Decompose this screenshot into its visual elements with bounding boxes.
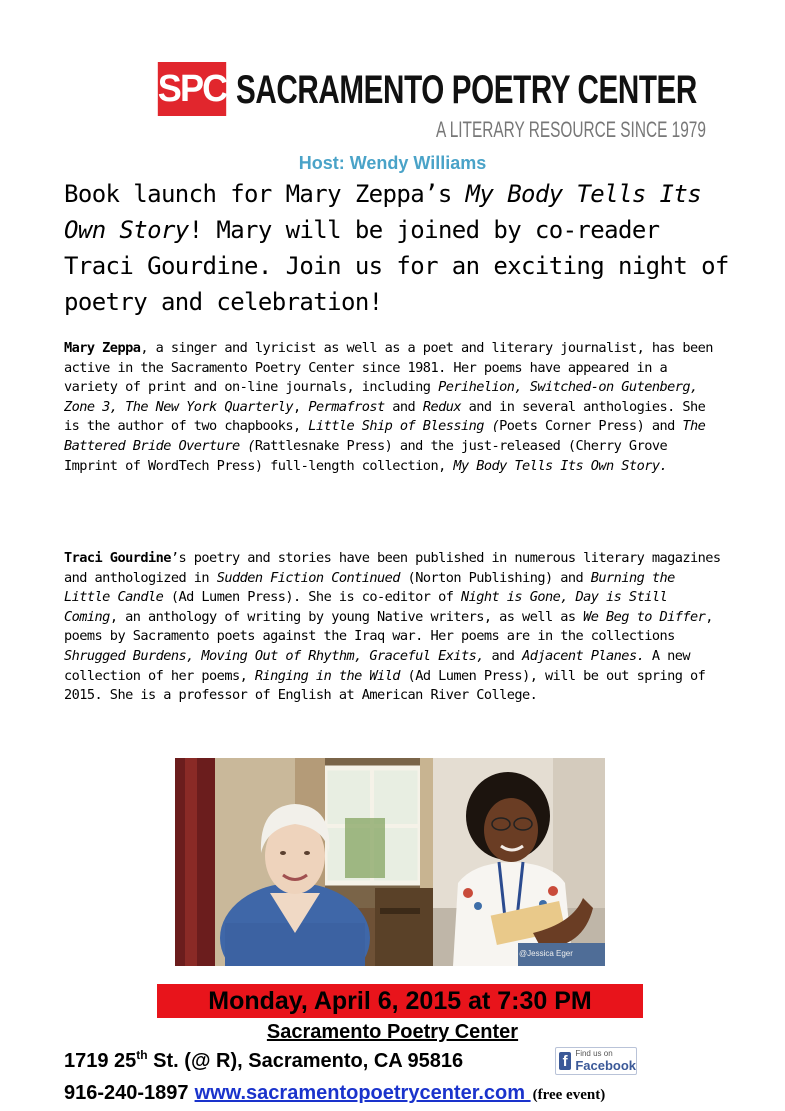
host-line: Host: Wendy Williams [298, 153, 487, 173]
website-link[interactable]: www.sacramentopoetrycenter.com [194, 1082, 531, 1104]
photo-traci-gourdine [433, 758, 605, 966]
bio-title: Sudden Fiction Continued [216, 569, 400, 586]
address-text: St. (@ R), Sacramento, CA 95816 [147, 1050, 464, 1072]
bio-name: Traci Gourdine [64, 550, 171, 566]
facebook-icon: f [559, 1052, 571, 1070]
bio-text: Poets Corner Press) and [499, 418, 683, 435]
free-event-note: (free event) [532, 1087, 606, 1103]
bio-title: My Body Tells Its Own Story. [453, 457, 668, 474]
bio-title: Little Ship of Blessing ( [308, 418, 500, 435]
bio-title: We Beg to Differ [583, 608, 706, 625]
bio-title: Perihelion, Switched-on Gutenberg, Zone 3, The New York Quarterly [64, 379, 698, 415]
venue-address [64, 1050, 463, 1073]
logo-name: SACRAMENTO POETRY CENTER [236, 68, 697, 112]
bio-title: Permafrost [308, 398, 385, 415]
address-superscript: th [136, 1048, 148, 1062]
bio-name: Mary Zeppa [64, 340, 141, 356]
photo-credit: @Jessica Eger [519, 949, 573, 958]
facebook-small-text: Find us on [575, 1049, 613, 1058]
bio-title: Adjacent Planes. [522, 647, 645, 664]
facebook-label [575, 1049, 636, 1073]
headline [64, 176, 734, 320]
headline-text-a: Book launch for Mary Zeppa’s [64, 180, 466, 208]
event-datetime: Monday, April 6, 2015 at 7:30 PM [157, 984, 643, 1018]
bio-text: Rattlesnake Press) and the just-released (Cherry Grove Imprint of WordTech Press) full-length collection, [64, 437, 668, 474]
contact-line [64, 1082, 605, 1105]
bio-title: Burning the Little Candle [64, 569, 675, 606]
bio-mary-zeppa [64, 339, 724, 476]
bio-text: (Ad Lumen Press). She is co-editor of [163, 589, 461, 606]
bio-text: and in several anthologies. She is the author of two chapbooks, [64, 398, 706, 435]
bio-text: , [293, 398, 309, 415]
venue-name: Sacramento Poetry Center [266, 1021, 519, 1043]
bio-text: A new collection of her poems, [64, 647, 691, 684]
bio-title: Ringing in the Wild [254, 667, 400, 684]
bio-text: , an anthology of writing by young Native writers, as well as [109, 608, 584, 625]
logo-tagline: A LITERARY RESOURCE SINCE 1979 [436, 117, 706, 142]
bio-text: (Ad Lumen Press), will be out spring of 2015. She is a professor of English at American River College. [64, 667, 706, 704]
spc-logo [156, 62, 706, 144]
bio-title: Shrugged Burdens, Moving Out of Rhythm, Graceful Exits, [64, 647, 484, 664]
bio-text: (Norton Publishing) and [399, 569, 591, 586]
phone-number: 916-240-1897 [64, 1082, 189, 1104]
bio-title: Redux [422, 398, 461, 415]
bio-text: and [384, 398, 423, 415]
facebook-badge[interactable] [555, 1047, 637, 1075]
bio-text: , a singer and lyricist as well as a poet and literary journalist, has been active in the Sacramento Poetry Center since 1981. Her poems have appeared in a variety of print and on-line journals, including [64, 340, 713, 396]
bio-text: and [483, 647, 523, 664]
address-text: 1719 25 [64, 1050, 137, 1072]
book-title: My Body Tells Its Own Story [64, 180, 702, 244]
headline-text-b: ! Mary will be joined by co-reader Traci Gourdine. Join us for an exciting night of poetry and celebration! [64, 216, 729, 316]
bio-traci-gourdine [64, 549, 724, 706]
logo-abbreviation: SPC [158, 62, 226, 116]
bio-text: ’s poetry and stories have been published in numerous literary magazines and anthologized in [64, 550, 721, 586]
photo-mary-zeppa [175, 758, 433, 966]
facebook-big-text: Facebook [575, 1058, 636, 1073]
bio-title: Night is Gone, Day is Still Coming [64, 589, 668, 625]
bio-text: , poems by Sacramento poets against the Iraq war. Her poems are in the collections [64, 608, 713, 645]
bio-title: The Battered Bride Overture ( [64, 418, 706, 454]
